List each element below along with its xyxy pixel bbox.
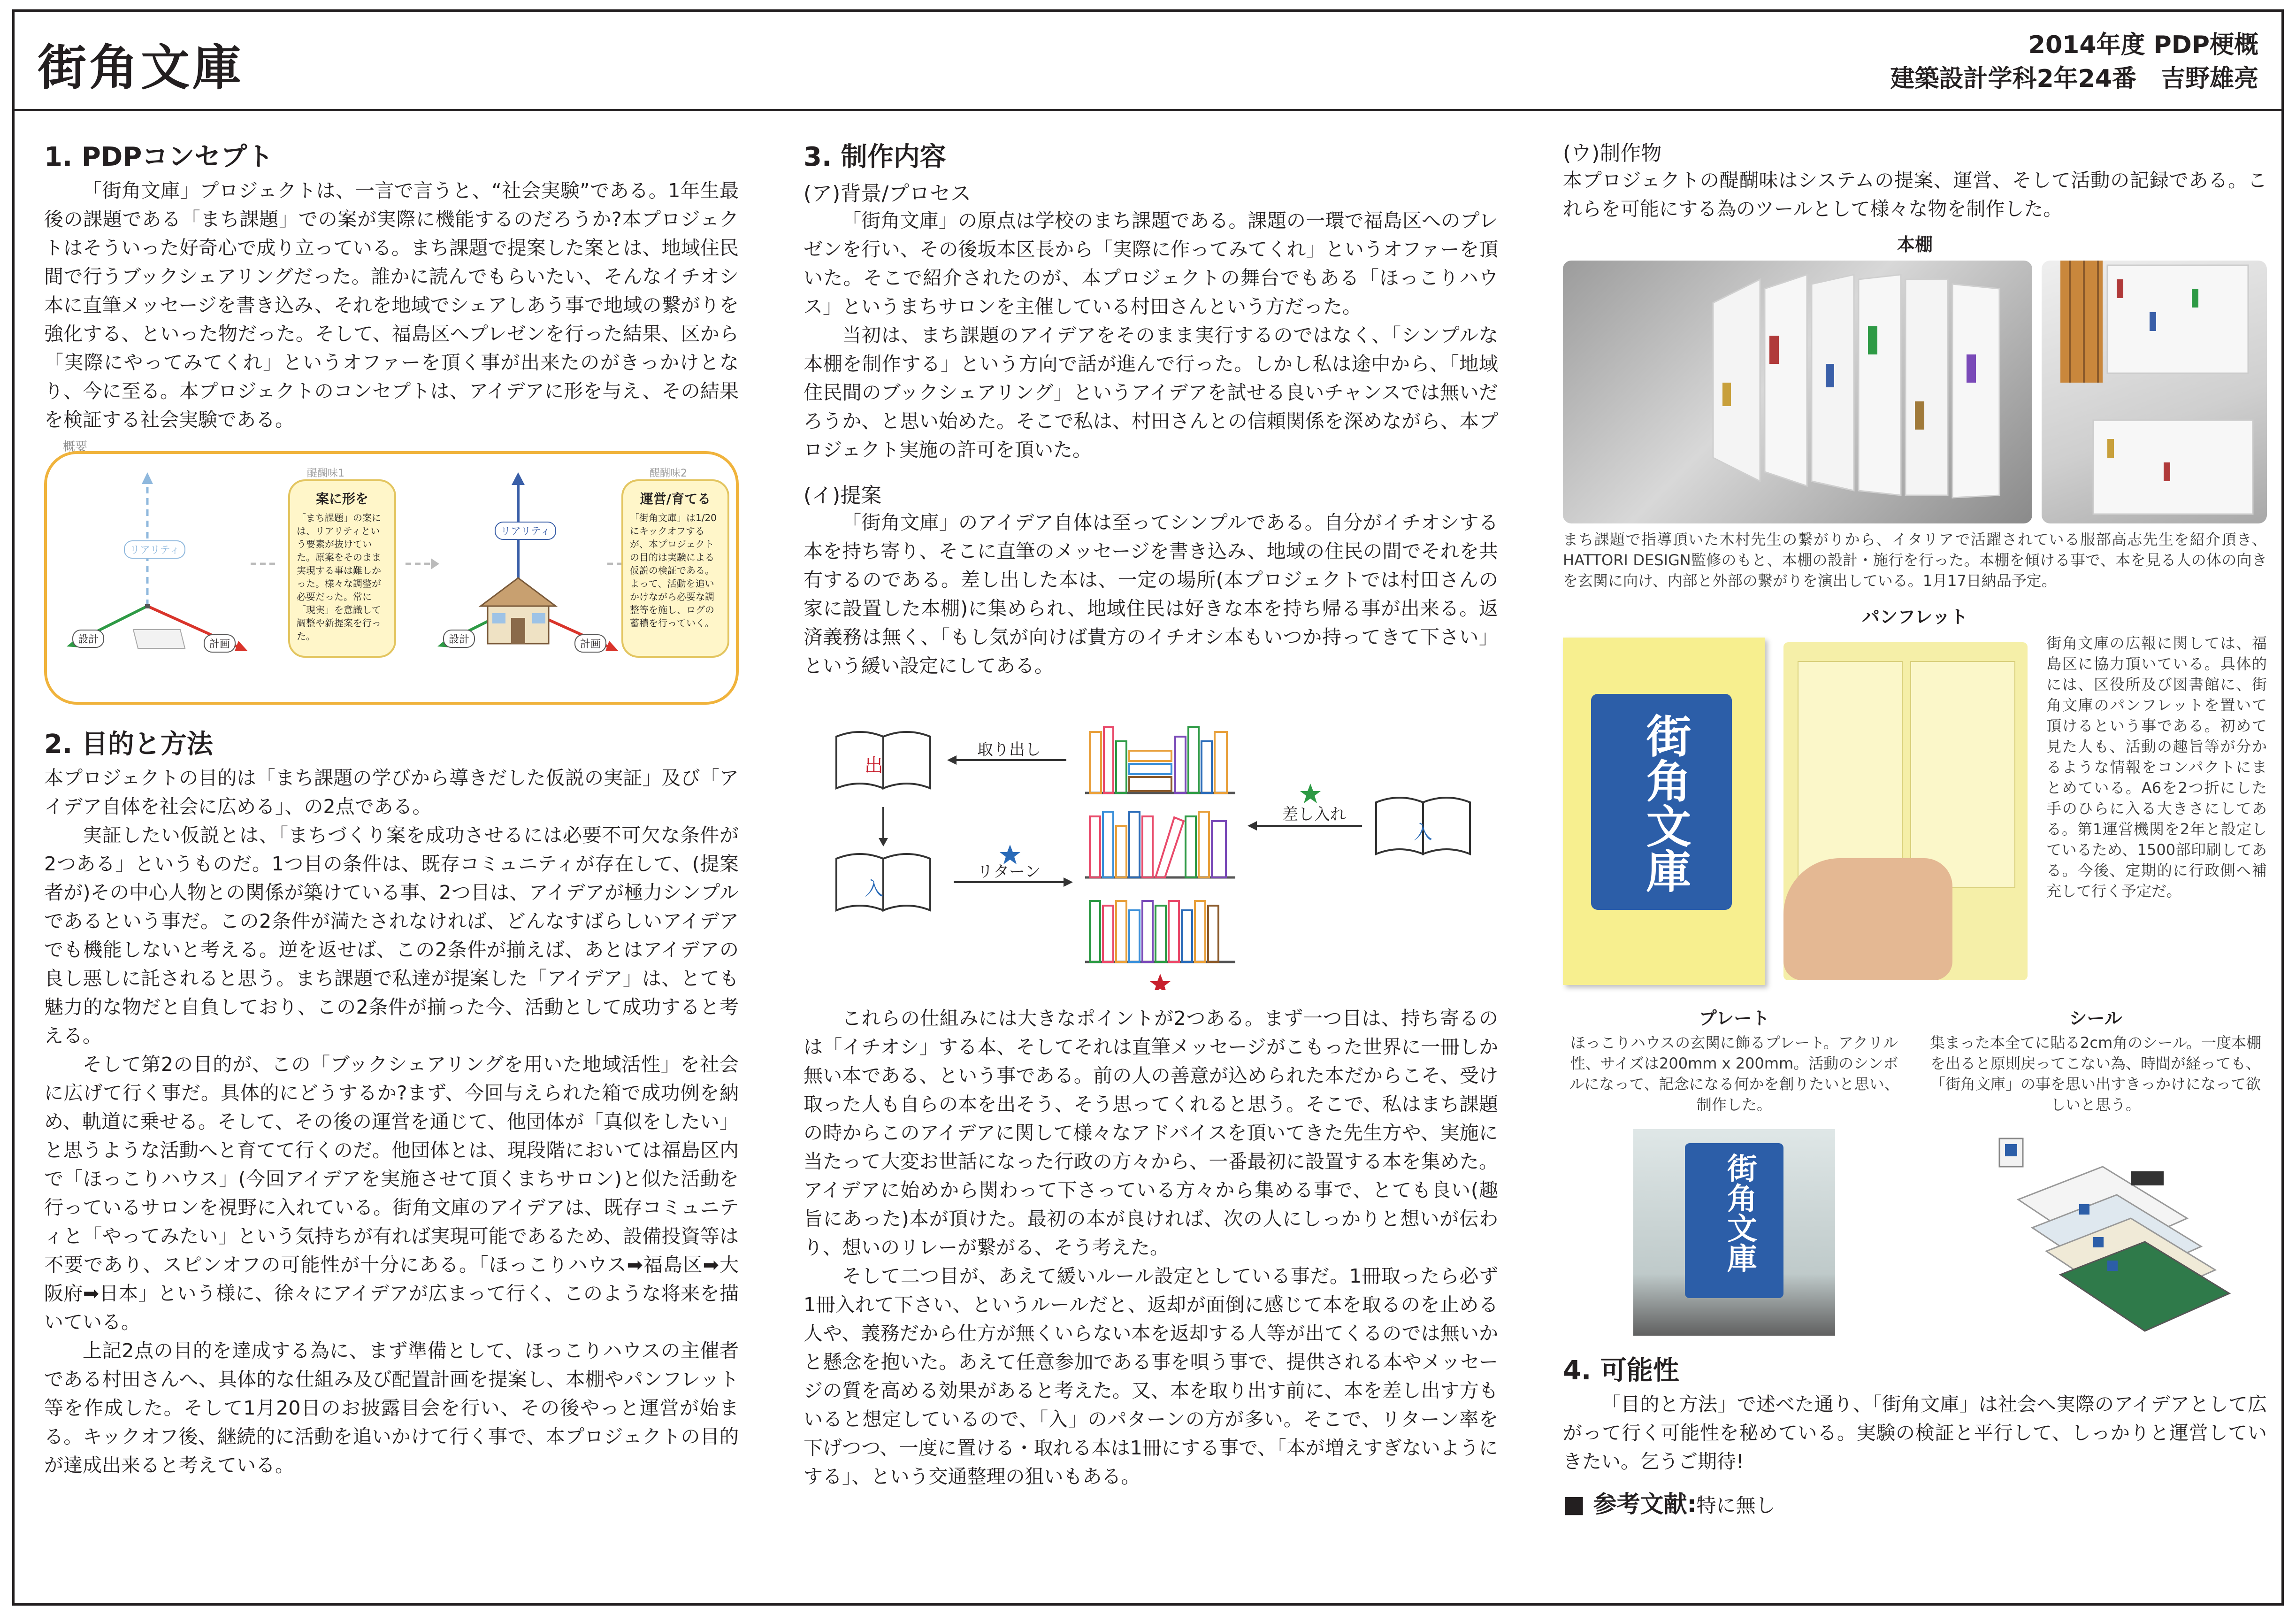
pamphlet-cover: [1563, 638, 1765, 985]
subsection-a-paragraph-1: 「街角文庫」の原点は学校のまち課題である。課題の一環で福島区へのプレゼンを行い、その後坂本区長から「実際に作ってみてくれ」というオファーを頂いた。そこで紹介されたのが、本プロジェクトの舞台でもある「ほっこりハウス」というまちサロンを主催している村田さんという方だった。: [804, 209, 1498, 318]
seal-books-illustration: [1924, 1124, 2267, 1340]
axis-reality-2: リアリティ: [495, 522, 556, 540]
bookshelf-render: [1563, 261, 2032, 523]
stage1-caption: 醍醐味1: [307, 468, 344, 479]
bookshelf-side-render: [2042, 261, 2267, 523]
flow-graphics: [804, 699, 1498, 990]
pamphlet-title: パンフレット: [1861, 607, 1968, 627]
axis-plan-1: 計画: [204, 634, 236, 653]
stage1-text: 「まち課題」の案には、リアリティという要素が抜けていた。原案をそのまま実現する事は難しかった。様々な調整が必要だった。常に「現実」を意識して調整や新提案を行った。: [297, 512, 381, 642]
book-in-label: 入: [865, 878, 883, 900]
subsection-u-heading: (ウ)制作物: [1563, 141, 1662, 165]
put-in-label: 差し入れ: [1282, 805, 1346, 824]
plate-photo: [1633, 1129, 1835, 1336]
section4-heading: 4. 可能性: [1563, 1355, 1679, 1386]
subsection-i-paragraph-1: 「街角文庫」のアイデア自体は至ってシンプルである。自分がイチオシする本を持ち寄り、そこに直筆のメッセージを書き込み、地域の住民の間でそれを共有するのである。差し出した本は、一定の場所(本プロジェクトでは村田さんの家に設置した本棚)に集められ、地域住民は好きな本を持ち帰る事が出来る。返済義務は無く、「もし気が向けば貴方のイチオシ本もいつか持ってきて下さい」という緩い設定にしてある。: [804, 511, 1498, 677]
header-divider: [12, 109, 2284, 111]
section2-heading: 2. 目的と方法: [44, 729, 213, 760]
axis-design-2: 設計: [443, 630, 475, 648]
bookshelf-photos: [1563, 261, 2267, 523]
plate-block: [1563, 1004, 1906, 1340]
pamphlet-inside-photo: [1783, 642, 2028, 980]
bookshelf-photo-side: [2042, 261, 2267, 523]
references-line: [1563, 1485, 2267, 1519]
column-middle: [804, 136, 1498, 1491]
book-right-label: 入: [1414, 822, 1432, 843]
seal-caption: 集まった本全てに貼る2cm角のシール。一度本棚を出ると原則戻ってこない為、時間が経っても、「街角文庫」の事を思い出すきっかけになって欲しいと思う。: [1930, 1034, 2261, 1114]
axis-design-1: 設計: [72, 630, 104, 648]
hand-holding-pamphlet: [1783, 858, 1952, 980]
document-title: 街角文庫: [38, 39, 245, 96]
return-label: リターン: [977, 862, 1041, 881]
axis-plan-2: 計画: [574, 634, 606, 653]
document-meta: [1890, 28, 2258, 96]
pamphlet-caption: 街角文庫の広報に関しては、福島区に協力頂いている。具体的には、区役所及び図書館に、街角文庫のパンフレットを置いて頂けるという事である。初めて見た人も、活動の趣旨等が分かるような情報をコンパクトにまとめている。A6を2つ折にした手のひらに入る大きさにしてある。第1運営機関を2年と設定しているため、1500部印刷してある。今後、定期的に行政側へ補充して行く予定だ。: [2046, 634, 2267, 900]
bookshelf-illustration: [1085, 727, 1235, 962]
section4-body: 「目的と方法」で述べた通り、「街角文庫」は社会へ実際のアイデアとして広がって行く可能性を秘めている。実験の検証と平行して、しっかりと運営していきたい。乞うご期待!: [1563, 1393, 2267, 1473]
take-out-label: 取り出し: [977, 740, 1041, 759]
meta-year-line: 2014年度 PDP梗概: [2028, 31, 2258, 59]
plate-title: プレート: [1699, 1008, 1770, 1029]
subsection-i-heading: (イ)提案: [804, 484, 882, 508]
plate-caption: ほっこりハウスの玄関に飾るプレート。アクリル性、サイズは200mm x 200mm。活動のシンボルになって、記念になる何かを創りたいと思い、制作した。: [1569, 1034, 1899, 1114]
bookshelf-caption: まち課題で指導頂いた木村先生の繋がりから、イタリアで活躍されている服部高志先生を紹介頂き、HATTORI DESIGN監修のもと、本棚の設計・施行を行った。本棚を傾ける事で、本を見る人の体の向きを玄関に向け、内部と外部の繋がりを演出している。1月17日納品予定。: [1563, 531, 2267, 590]
pamphlet-inside-right: [1910, 661, 2015, 888]
section1-body: 「街角文庫」プロジェクトは、一言で言うと、“社会実験”である。1年生最後の課題である「まち課題」での案が実際に機能するのだろうか?本プロジェクトはそういった好奇心で成り立っている。まち課題で提案した案とは、地域住民間で行うブックシェアリングだった。誰かに読んでもらいたい、そんなイチオシ本に直筆メッセージを書き込み、それを地域でシェアしあう事で地域の繋がりを強化する、といった物だった。そして、福島区へプレゼンを行った結果、区から「実際にやってみてくれ」というオファーを頂く事が出来たのがきっかけとなり、今に至る。本プロジェクトのコンセプトは、アイデアに形を与え、その結果を検証する社会実験である。: [44, 179, 739, 431]
plate-seal-row: [1563, 1004, 2267, 1340]
subsection-a-paragraph-2: 当初は、まち課題のアイデアをそのまま実行するのではなく、「シンプルな本棚を制作する」という方向で話が進んで行った。しかし私は途中から、「地域住民間のブックシェアリング」というアイデアを試せる良いチャンスでは無いだろうか、と思い始めた。そこで私は、村田さんとの信頼関係を深めながら、本プロジェクト実施の許可を頂いた。: [804, 324, 1498, 461]
section2-paragraph-2: 実証したい仮説とは、「まちづくり案を成功させるには必要不可欠な条件が2つある」というものだ。1つ目の条件は、既存コミュニティが存在して、(提案者が)その中心人物との関係が築けている事、2つ目は、アイデアが極力シンプルであるという事だ。この2条件が満たされなければ、どんなすばらしいアイデアでも機能しないと考える。逆を返せば、この2条件が揃えば、あとはアイデアの良し悪しに託されると思う。まち課題で私達が提案した「アイデア」は、とても魅力的な物だと自負しており、この2条件が揃った今、活動として成功すると考える。: [44, 824, 739, 1047]
concept-label: 概要: [63, 440, 88, 454]
subsection-a-heading: (ア)背景/プロセス: [804, 182, 972, 206]
stage2-caption: 醍醐味2: [650, 468, 687, 479]
pamphlet-section: [1563, 633, 2267, 999]
references-label: ■ 参考文献:: [1563, 1491, 1697, 1518]
column-right: [1563, 136, 2267, 1519]
bookshare-flow-diagram: [804, 699, 1498, 990]
axis-reality-1: リアリティ: [124, 540, 185, 559]
stage1-callout: [288, 479, 396, 658]
meta-author-line: 建築設計学科2年24番 吉野雄亮: [1890, 65, 2258, 93]
stage1-title: 案に形を: [315, 491, 368, 507]
concept-diagram: [44, 440, 739, 705]
seal-title: シール: [2069, 1008, 2122, 1029]
stage2-callout: [621, 479, 729, 658]
section2-paragraph-4: 上記2点の目的を達成する為に、まず準備として、ほっこりハウスの主催者である村田さんへ、具体的な仕組み及び配置計画を提案し、本棚やパンフレット等を作成した。そして1月20日のお披露目会を行い、その後やっと運営が始まる。キックオフ後、継続的に活動を追いかけて行く事で、本プロジェクトの目的が達成出来ると考えている。: [44, 1339, 739, 1477]
bookshelf-photo-main: [1563, 261, 2032, 523]
stage2-text: 「街角文庫」は1/20にキックオフするが、本プロジェクトの目的は実験による仮説の検証である。よって、活動を追いかけながら必要な調整等を施し、ログの蓄積を行っていく。: [630, 512, 717, 629]
subsection-i-paragraph-2: これらの仕組みには大きなポイントが2つある。まず一つ目は、持ち寄るのは「イチオシ」する本、そしてそれは直筆メッセージがこもった世界に一冊しか無い本である、という事である。前の人の善意が込められた本だからこそ、受け取った人も自らの本を出そう、そう思ってくれると思う。そこで、私はまち課題の時からこのアイデアに関して様々なアドバイスを頂いてきた先生方や、実施に当たって大変お世話になった行政の方々から、一番最初に設置する本を集めた。アイデアに始めから関わって下さっている方々から集める事で、とても良い(趣旨にあった)本が頂けた。最初の本が良ければ、次の人にしっかりと想いが伝わり、想いのリレーが繋がる、そう考えた。: [804, 1007, 1498, 1259]
pamphlet-inside-left: [1798, 661, 1903, 888]
section1-heading: 1. PDPコンセプト: [44, 142, 274, 172]
pamphlet-cover-panel: [1591, 694, 1732, 910]
stage2-title: 運営/育てる: [640, 491, 711, 507]
seal-block: [1924, 1004, 2267, 1340]
column-left: [44, 136, 739, 1480]
pamphlet-cover-title: 街角文庫: [1639, 713, 1691, 893]
plate-panel: [1685, 1143, 1783, 1298]
subsection-i-paragraph-3: そして二つ目が、あえて緩いルール設定としている事だ。1冊取ったら必ず1冊入れて下さい、というルールだと、返却が面倒に感じて本を取るのを止める人や、義務だから仕方が無くいらない本を返却する人等が出てくるのでは無いかと懸念を抱いた。あえて任意参加である事を唄う事で、提供される本やメッセージの質を高める効果があると考えた。又、本を取り出す前に、本を差し出す方もいると想定しているので、「入」のパターンの方が多い。そこで、リターン率を下げつつ、一度に置ける・取れる本は1冊にする事で、「本が増えすぎないようにする」、という交通整理の狙いもある。: [804, 1265, 1498, 1488]
references-value: 特に無し: [1696, 1494, 1776, 1517]
section2-paragraph-3: そして第2の目的が、この「ブックシェアリングを用いた地域活性」を社会に広げて行く事だ。具体的にどうするか?まず、今回与えられた箱で成功例を納め、軌道に乗せる。そして、その後の運営を通じて、他団体が「真似をしたい」と思うような活動へと育てて行くのだ。他団体とは、現段階においては福島区内で「ほっこりハウス」(今回アイデアを実施させて頂くまちサロン)と似た活動を行っているサロンを視野に入れている。街角文庫のアイデアは、既存コミュニティと「やってみたい」という気持ちが有れば実現可能であるため、設備投資等は不要であり、スピンオフの可能性が十分にある。「ほっこりハウス➡福島区➡大阪府➡日本」という様に、徐々にアイデアが広まって行く、このような将来を描いている。: [44, 1053, 739, 1333]
book-out-label: 出: [865, 755, 883, 777]
section2-paragraph-1: 本プロジェクトの目的は「まち課題の学びから導きだした仮説の実証」及び「アイデア自体を社会に広める」、の2点である。: [44, 767, 739, 818]
plate-panel-title: 街角文庫: [1722, 1153, 1757, 1273]
section3-heading: 3. 制作内容: [804, 142, 946, 172]
bookshelf-title: 本棚: [1897, 234, 1933, 255]
subsection-u-paragraph: 本プロジェクトの醍醐味はシステムの提案、運営、そして活動の記録である。これらを可能にする為のツールとして様々な物を制作した。: [1563, 169, 2267, 220]
